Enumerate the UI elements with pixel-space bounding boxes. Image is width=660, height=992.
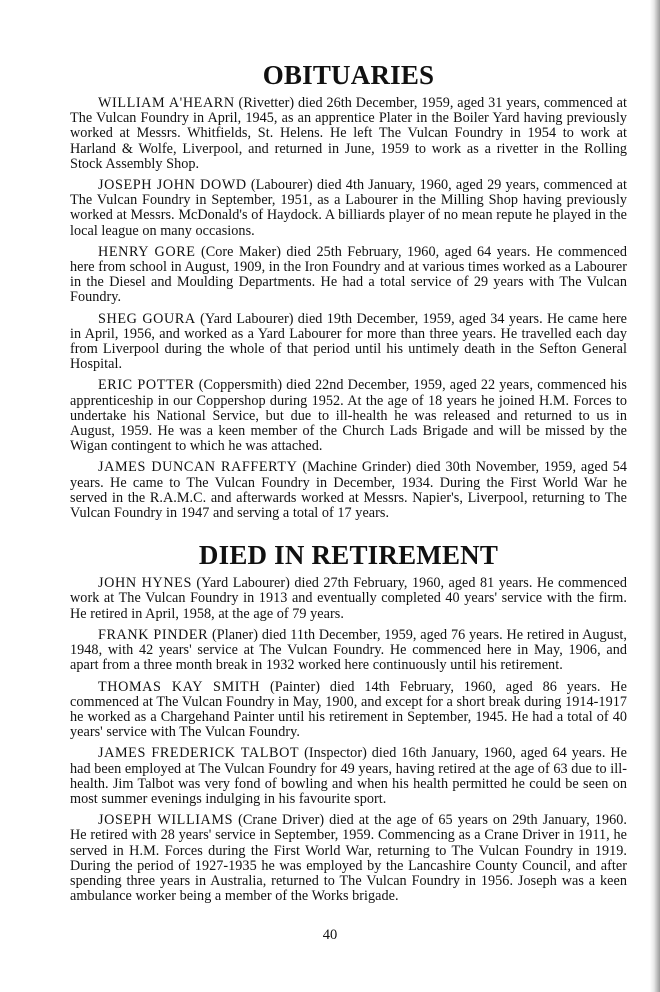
page-edge-shadow xyxy=(650,0,660,992)
entry-name: WILLIAM A'HEARN xyxy=(98,95,235,111)
entry-name: JOSEPH WILLIAMS xyxy=(98,812,234,829)
entry-text: (Yard Labourer) died 19th December, 1959, aged 34 years. He came here in April, 1956, and worked as a Yard Labourer for more than three years. He travelled each day from Liverpool during the whole of that period until his untimely death in the Sefton General Hospital. xyxy=(70,310,628,373)
retirement-entry xyxy=(70,576,627,622)
entry-text: (Inspector) died 16th January, 1960, aged 64 years. He had been employed at The Vulcan Foundry for 49 years, having retired at the age of 63 due to ill-health. Jim Talbot was very fond of bowling and when his health permitted he could be seen on most summer evenings indulging in his favourite sport. xyxy=(70,745,627,807)
retirement-entry xyxy=(70,680,627,741)
entry-text: (Planer) died 11th December, 1959, aged 76 years. He retired in August, 1948, with 42 years' service at The Vulcan Foundry. He commenced here in May, 1906, and apart from a three month break in 1932 worked here continuously until his retirement. xyxy=(70,626,627,674)
entry-text: (Crane Driver) died at the age of 65 years on 29th January, 1960. He retired with 28 years' service in September, 1959. Commencing as a Crane Driver in 1911, he served in H.M. Forces during the First World War, returning to The Vulcan Foundry in 1919. During the period of 1927-1935 he was employed by the Lancashire County Council, and after spending three years in Australia, returned to The Vulcan Foundry in 1956. Joseph was a keen ambulance worker being a member of the Works brigade. xyxy=(70,812,627,905)
page-number: 40 xyxy=(322,927,338,943)
obituary-entry xyxy=(70,378,627,454)
obituary-entry xyxy=(70,460,627,521)
entry-name: HENRY GORE xyxy=(98,243,196,260)
retirement-entry xyxy=(70,813,627,904)
obituary-entry xyxy=(70,178,627,239)
obituary-entry xyxy=(70,96,627,172)
retirement-entry xyxy=(70,628,627,674)
entry-text: (Coppersmith) died 22nd December, 1959, aged 22 years, commenced his apprenticeship in our Coppershop during 1952. At the age of 18 years he joined H.M. Forces to undertake his National Service, but due to ill-health he was released and returned to us in August, 1959. He was a keen member of the Church Lads Brigade and will be missed by the Wigan contingent to which he was attached. xyxy=(70,377,628,455)
document-page xyxy=(70,60,627,910)
entry-name: FRANK PINDER xyxy=(98,626,209,643)
entry-text: (Rivetter) died 26th December, 1959, aged 31 years, commenced at The Vulcan Foundry in April, 1945, as an apprentice Plater in the Boiler Yard having previously worked at Messrs. Whitfields, St. Helens. He left The Vulcan Foundry in 1954 to work at Harland & Wolfe, Liverpool, and returned in June, 1959 to work as a rivetter in the Rolling Stock Assembly Shop. xyxy=(70,95,627,172)
entry-name: JOHN HYNES xyxy=(98,575,192,592)
obituary-entry xyxy=(70,245,627,306)
entry-name: THOMAS KAY SMITH xyxy=(98,678,261,695)
retirement-entry xyxy=(70,746,627,807)
obituary-entry xyxy=(70,312,627,373)
entry-text: (Core Maker) died 25th February, 1960, aged 64 years. He commenced here from school in August, 1909, in the Iron Foundry and at various times worked as a Labourer in the Diesel and Moulding Departments. He had a total service of 29 years with The Vulcan Foundry. xyxy=(70,243,627,306)
entry-text: (Labourer) died 4th January, 1960, aged 29 years, commenced at The Vulcan Foundry in September, 1951, as a Labourer in the Milling Shop having previously worked at Messrs. McDonald's of Haydock. A billiards player of no mean repute he played in the local league on many occasions. xyxy=(70,177,627,239)
entry-name: JOSEPH JOHN DOWD xyxy=(98,177,247,194)
entry-text: (Painter) died 14th February, 1960, aged 86 years. He commenced at The Vulcan Foundry in May, 1900, and except for a short break during 1914-1917 he worked as a Chargehand Painter until his retirement in September, 1945. He had a total of 40 years' service with The Vulcan Foundry. xyxy=(70,678,627,741)
entry-name: JAMES DUNCAN RAFFERTY xyxy=(98,459,298,476)
section-title-obituaries: OBITUARIES xyxy=(262,60,435,90)
entry-text: (Machine Grinder) died 30th November, 1959, aged 54 years. He came to The Vulcan Foundry in December, 1934. During the First World War he served in the R.A.M.C. and afterwards worked at Messrs. Napier's, Liverpool, returning to The Vulcan Foundry in 1947 and serving a total of 17 years. xyxy=(70,459,627,522)
entry-text: (Yard Labourer) died 27th February, 1960, aged 81 years. He commenced work at The Vulcan Foundry in 1913 and eventually completed 40 years' service with the firm. He retired in April, 1958, at the age of 79 years. xyxy=(70,575,627,622)
section-title-died-in-retirement: DIED IN RETIREMENT xyxy=(198,540,499,571)
entry-name: JAMES FREDERICK TALBOT xyxy=(98,745,300,762)
entry-name: SHEG GOURA xyxy=(98,310,196,327)
entry-name: ERIC POTTER xyxy=(98,377,195,394)
